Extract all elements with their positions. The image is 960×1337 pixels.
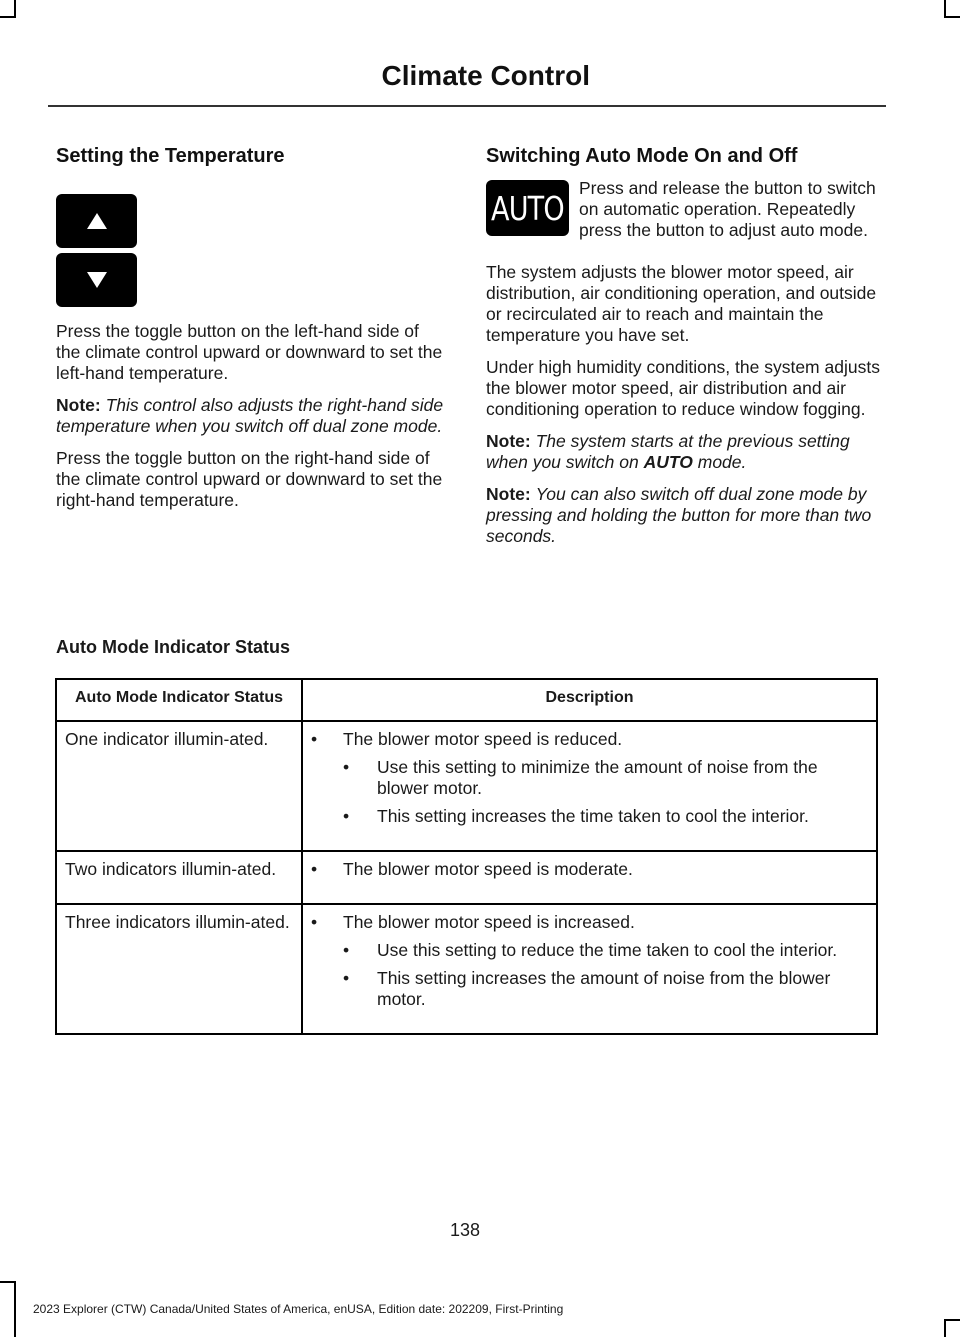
bullet-item — [311, 912, 868, 933]
note-text: The system starts at the previous setting when you switch on — [486, 431, 850, 472]
bullet: • — [343, 968, 350, 988]
crop-mark — [0, 16, 16, 18]
note-keyword: AUTO — [643, 452, 693, 472]
column-header: Auto Mode Indicator Status — [56, 679, 302, 721]
column-header: Description — [302, 679, 877, 721]
description-cell — [302, 904, 877, 1034]
title-rule — [48, 105, 886, 107]
crop-mark — [944, 16, 960, 18]
bullet-text: The blower motor speed is reduced. — [343, 729, 623, 749]
bullet: • — [343, 940, 350, 960]
note-label: Note: — [486, 484, 531, 504]
right-column — [486, 145, 880, 558]
note — [486, 484, 880, 547]
note-label: Note: — [56, 395, 101, 415]
left-column — [56, 145, 448, 522]
table-row — [56, 904, 877, 1034]
bullet-item — [311, 859, 868, 880]
sub-bullet-text: Use this setting to minimize the amount of noise from the blower motor. — [377, 757, 818, 798]
auto-button-label: AUTO — [491, 188, 564, 228]
bullet: • — [343, 757, 350, 777]
paragraph: Press the toggle button on the left-hand side of the climate control upward or downward to set the left-hand temperature. — [56, 321, 443, 383]
section-heading-auto-mode: Switching Auto Mode On and Off — [486, 145, 798, 167]
bullet: • — [311, 912, 318, 932]
footer-text: 2023 Explorer (CTW) Canada/United States of America, enUSA, Edition date: 202209, First-Printing — [33, 1302, 564, 1316]
sub-bullet-item — [343, 757, 868, 799]
note-text: mode. — [697, 452, 747, 472]
status-cell: One indicator illumin-ated. — [56, 721, 302, 851]
paragraph: The system adjusts the blower motor speed, air distribution, air conditioning operation, and outside or recirculated air to reach and maintain the temperature you have set. — [486, 262, 877, 345]
note-text: You can also switch off dual zone mode by pressing and holding the button for more than two seconds. — [486, 484, 872, 546]
table-heading: Auto Mode Indicator Status — [56, 637, 290, 657]
indicator-status-table — [55, 678, 878, 1035]
note — [56, 395, 448, 437]
note — [486, 431, 880, 473]
sub-bullet-item — [343, 806, 868, 827]
paragraph: Press the toggle button on the right-hand side of the climate control upward or downward to set the right-hand temperature. — [56, 448, 443, 510]
table-row — [56, 851, 877, 904]
bullet-item — [311, 729, 868, 750]
auto-button-icon — [486, 180, 569, 236]
table-row — [56, 721, 877, 851]
page-number: 138 — [449, 1220, 481, 1240]
status-cell: Two indicators illumin-ated. — [56, 851, 302, 904]
crop-mark — [944, 1319, 960, 1321]
bullet-text: The blower motor speed is increased. — [343, 912, 635, 932]
paragraph: Press and release the button to switch on automatic operation. Repeatedly press the button to adjust auto mode. — [579, 178, 876, 240]
sub-bullet-text: Use this setting to reduce the time taken to cool the interior. — [377, 940, 838, 960]
bullet-text: The blower motor speed is moderate. — [343, 859, 633, 879]
bullet: • — [311, 859, 318, 879]
page-title: Climate Control — [381, 60, 590, 91]
sub-bullet-text: This setting increases the time taken to cool the interior. — [377, 806, 809, 826]
note-label: Note: — [486, 431, 531, 451]
paragraph: Under high humidity conditions, the system adjusts the blower motor speed, air distribution and air conditioning operation to reduce window fogging. — [486, 357, 880, 419]
status-cell: Three indicators illumin-ated. — [56, 904, 302, 1034]
description-cell — [302, 851, 877, 904]
temp-down-icon — [56, 253, 137, 307]
sub-bullet-text: This setting increases the amount of noise from the blower motor. — [377, 968, 831, 1009]
bullet: • — [343, 806, 350, 826]
sub-bullet-item — [343, 940, 868, 961]
crop-mark — [14, 1281, 16, 1337]
crop-mark — [944, 1319, 946, 1337]
description-cell — [302, 721, 877, 851]
note-text: This control also adjusts the right-hand side temperature when you switch off dual zone mode. — [56, 395, 444, 436]
crop-mark — [0, 1281, 16, 1283]
temp-up-icon — [56, 194, 137, 248]
bullet: • — [311, 729, 318, 749]
section-heading-temperature: Setting the Temperature — [56, 145, 285, 167]
sub-bullet-item — [343, 968, 868, 1010]
